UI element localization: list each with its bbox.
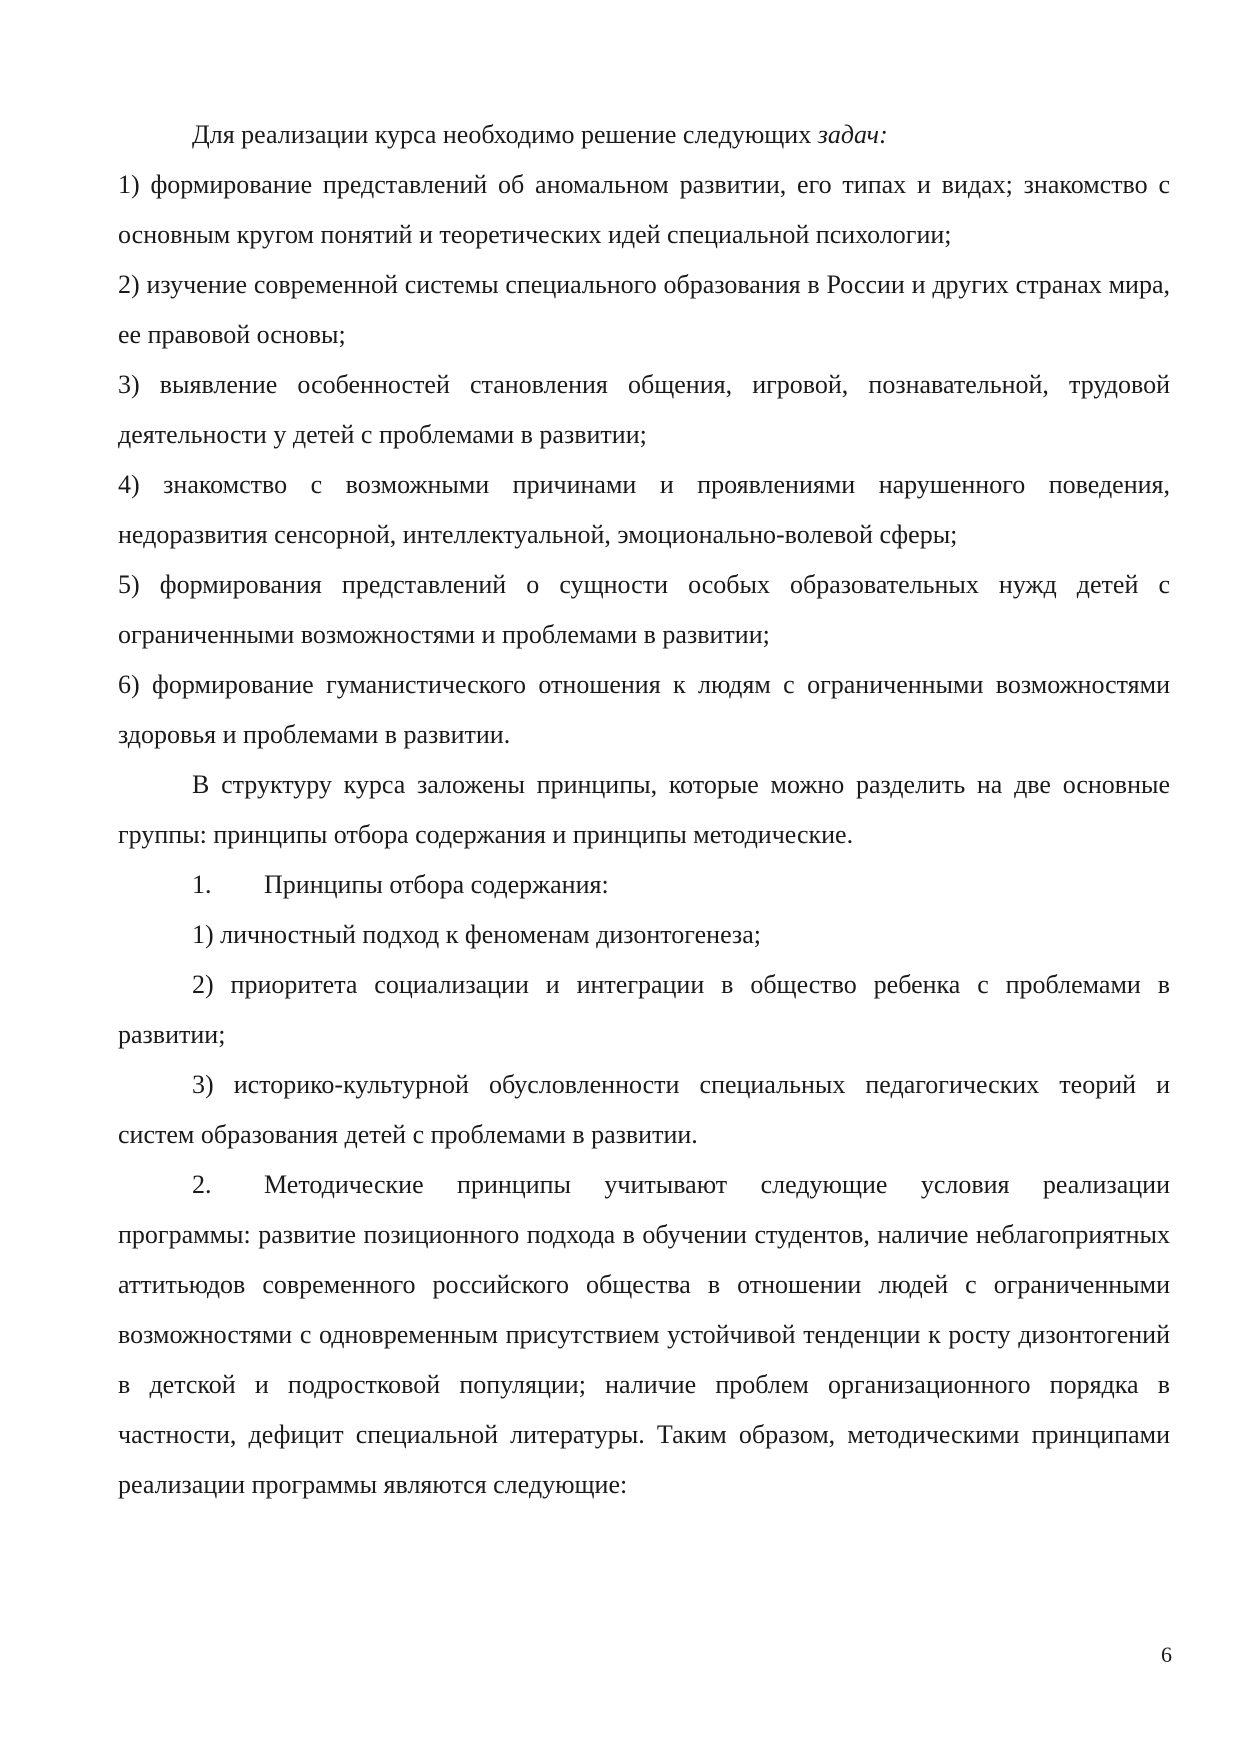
tasks-intro [118, 110, 1170, 160]
section-2-paragraph [118, 1160, 1170, 1510]
task-item-2: 2) изучение современной системы специального образования в России и других странах мира, ее правовой основы; [118, 270, 1170, 349]
page-number: 6 [1161, 1642, 1172, 1667]
tasks-intro-text: Для реализации курса необходимо решение следующих [192, 120, 818, 149]
task-item-3: 3) выявление особенностей становления общения, игровой, познавательной, трудовой деятельности у детей с проблемами в развитии; [118, 370, 1170, 449]
section-1-item-2: 2) приоритета социализации и интеграции в общество ребенка с проблемами в развитии; [118, 970, 1170, 1049]
section-1-number: 1. [192, 870, 212, 899]
task-item-5: 5) формирования представлений о сущности особых образовательных нужд детей с ограниченными возможностями и проблемами в развитии; [118, 570, 1170, 649]
section-1-heading [118, 860, 1170, 910]
section-1-item-3: 3) историко-культурной обусловленности специальных педагогических теорий и систем образования детей с проблемами в развитии. [118, 1070, 1170, 1149]
task-item-6: 6) формирование гуманистического отношения к людям с ограниченными возможностями здоровья и проблемами в развитии. [118, 670, 1170, 749]
section-2-text: Методические принципы учитывают следующие условия реализации программы: развитие позиционного подхода в обучении студентов, наличие неблагоприятных аттитьюдов современного российского общества в отношении людей с ограниченными возможностями с одновременным присутствием устойчивой тенденции к росту дизонтогений в детской и подростковой популяции; наличие проблем организационного порядка в частности, дефицит специальной литературы. Таким образом, методическими принципами реализации программы являются следующие: [118, 1170, 1170, 1499]
task-item-4: 4) знакомство с возможными причинами и проявлениями нарушенного поведения, недоразвития сенсорной, интеллектуальной, эмоционально-волевой сферы; [118, 470, 1170, 549]
section-1-item-1: 1) личностный подход к феноменам дизонтогенеза; [192, 920, 761, 949]
task-item-1: 1) формирование представлений об аномальном развитии, его типах и видах; знакомство с основным кругом понятий и теоретических идей специальной психологии; [118, 170, 1170, 249]
section-1-title: Принципы отбора содержания: [264, 870, 609, 899]
section-2-number: 2. [192, 1170, 212, 1199]
structure-paragraph: В структуру курса заложены принципы, которые можно разделить на две основные группы: принципы отбора содержания и принципы методические. [118, 770, 1170, 849]
tasks-intro-emphasis: задач: [817, 120, 888, 149]
document-body [118, 110, 1170, 1510]
